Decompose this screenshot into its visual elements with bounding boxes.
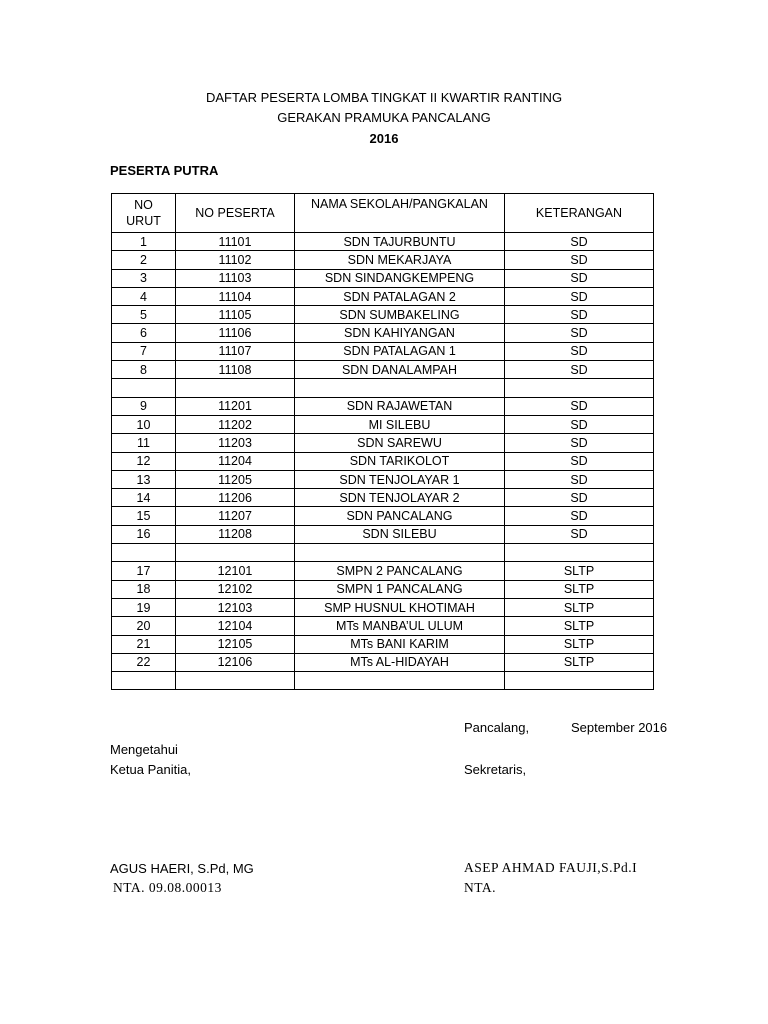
cell-no-urut: 17 (112, 562, 176, 580)
cell-no-peserta: 12104 (176, 617, 295, 635)
cell-no-urut: 8 (112, 361, 176, 379)
cell-nama-sekolah: SDN TENJOLAYAR 1 (295, 470, 505, 488)
cell-nama-sekolah: SDN RAJAWETAN (295, 397, 505, 415)
cell-no-urut: 18 (112, 580, 176, 598)
cell-keterangan: SLTP (505, 562, 654, 580)
cell-nama-sekolah: SDN SAREWU (295, 434, 505, 452)
cell-no-urut (112, 544, 176, 562)
header-no-urut-line2: URUT (126, 214, 161, 228)
cell-no-peserta: 11107 (176, 342, 295, 360)
table-header-row (112, 194, 654, 233)
header-no-urut (112, 194, 176, 233)
cell-no-urut: 22 (112, 653, 176, 671)
table-row (112, 617, 654, 635)
cell-no-urut: 19 (112, 598, 176, 616)
cell-no-peserta: 11102 (176, 251, 295, 269)
document-year: 2016 (369, 131, 399, 146)
cell-no-peserta: 12105 (176, 635, 295, 653)
table-row (112, 598, 654, 616)
table-row (112, 415, 654, 433)
cell-keterangan: SD (505, 361, 654, 379)
cell-keterangan: SD (505, 342, 654, 360)
cell-nama-sekolah: SDN TARIKOLOT (295, 452, 505, 470)
cell-no-peserta: 11201 (176, 397, 295, 415)
cell-no-urut (112, 379, 176, 397)
cell-nama-sekolah: SDN MEKARJAYA (295, 251, 505, 269)
cell-keterangan: SLTP (505, 653, 654, 671)
cell-keterangan: SD (505, 306, 654, 324)
cell-keterangan: SD (505, 397, 654, 415)
cell-no-urut: 14 (112, 489, 176, 507)
cell-no-peserta: 11208 (176, 525, 295, 543)
cell-no-urut: 4 (112, 287, 176, 305)
cell-no-peserta (176, 672, 295, 690)
cell-no-peserta: 11103 (176, 269, 295, 287)
cell-no-urut: 1 (112, 233, 176, 251)
table-body (112, 233, 654, 690)
cell-no-peserta: 12103 (176, 598, 295, 616)
cell-keterangan: SLTP (505, 635, 654, 653)
cell-nama-sekolah: MI SILEBU (295, 415, 505, 433)
cell-keterangan: SD (505, 233, 654, 251)
cell-nama-sekolah: SMPN 2 PANCALANG (295, 562, 505, 580)
cell-nama-sekolah: SDN TAJURBUNTU (295, 233, 505, 251)
table-row (112, 562, 654, 580)
cell-nama-sekolah: SDN SINDANGKEMPENG (295, 269, 505, 287)
cell-no-urut: 10 (112, 415, 176, 433)
cell-keterangan: SD (505, 415, 654, 433)
cell-no-urut: 3 (112, 269, 176, 287)
cell-no-peserta: 11104 (176, 287, 295, 305)
cell-no-peserta: 11206 (176, 489, 295, 507)
table-row (112, 269, 654, 287)
cell-no-urut: 12 (112, 452, 176, 470)
cell-nama-sekolah (295, 672, 505, 690)
cell-no-peserta: 11106 (176, 324, 295, 342)
table-row (112, 452, 654, 470)
table-row (112, 397, 654, 415)
cell-keterangan (505, 672, 654, 690)
cell-keterangan: SD (505, 324, 654, 342)
cell-nama-sekolah: SDN KAHIYANGAN (295, 324, 505, 342)
cell-no-peserta: 11105 (176, 306, 295, 324)
section-title: PESERTA PUTRA (110, 163, 219, 178)
table-row (112, 470, 654, 488)
cell-nama-sekolah: SDN TENJOLAYAR 2 (295, 489, 505, 507)
cell-nama-sekolah: MTs AL-HIDAYAH (295, 653, 505, 671)
date-label: September 2016 (571, 720, 668, 735)
cell-nama-sekolah (295, 379, 505, 397)
document-title: DAFTAR PESERTA LOMBA TINGKAT II KWARTIR RANTING (205, 90, 563, 105)
cell-keterangan: SD (505, 507, 654, 525)
cell-no-peserta: 12102 (176, 580, 295, 598)
cell-no-peserta (176, 379, 295, 397)
table-row (112, 672, 654, 690)
ketua-title: Ketua Panitia, (110, 762, 191, 777)
cell-nama-sekolah: MTs MANBA’UL ULUM (295, 617, 505, 635)
cell-no-urut: 7 (112, 342, 176, 360)
document-subtitle: GERAKAN PRAMUKA PANCALANG (277, 110, 491, 125)
cell-nama-sekolah: SMP HUSNUL KHOTIMAH (295, 598, 505, 616)
cell-nama-sekolah: SDN DANALAMPAH (295, 361, 505, 379)
cell-nama-sekolah: SMPN 1 PANCALANG (295, 580, 505, 598)
cell-no-peserta: 11108 (176, 361, 295, 379)
cell-no-urut: 13 (112, 470, 176, 488)
header-no-peserta: NO PESERTA (176, 194, 295, 233)
cell-no-urut: 11 (112, 434, 176, 452)
mengetahui-label: Mengetahui (110, 742, 178, 757)
table-row (112, 361, 654, 379)
cell-no-urut: 15 (112, 507, 176, 525)
table-row (112, 233, 654, 251)
cell-no-urut: 6 (112, 324, 176, 342)
cell-nama-sekolah: SDN PATALAGAN 1 (295, 342, 505, 360)
table-row (112, 287, 654, 305)
sekretaris-name: ASEP AHMAD FAUJI,S.Pd.I (464, 860, 638, 875)
header-keterangan: KETERANGAN (505, 194, 654, 233)
header-nama-sekolah: NAMA SEKOLAH/PANGKALAN (295, 194, 505, 233)
cell-keterangan (505, 544, 654, 562)
cell-no-peserta (176, 544, 295, 562)
table-row (112, 525, 654, 543)
cell-no-peserta: 12101 (176, 562, 295, 580)
cell-keterangan: SLTP (505, 617, 654, 635)
table-row (112, 342, 654, 360)
table-row (112, 635, 654, 653)
cell-no-peserta: 11202 (176, 415, 295, 433)
cell-nama-sekolah: SDN PANCALANG (295, 507, 505, 525)
cell-no-urut: 2 (112, 251, 176, 269)
participant-table (111, 193, 654, 690)
cell-no-peserta: 11205 (176, 470, 295, 488)
table-row (112, 324, 654, 342)
ketua-nta: NTA. 09.08.00013 (113, 880, 222, 895)
table-row (112, 580, 654, 598)
cell-no-urut: 5 (112, 306, 176, 324)
cell-no-peserta: 11203 (176, 434, 295, 452)
sekretaris-title: Sekretaris, (464, 762, 527, 777)
cell-no-urut: 21 (112, 635, 176, 653)
header-no-urut-line1: NO (134, 198, 153, 212)
cell-nama-sekolah: MTs BANI KARIM (295, 635, 505, 653)
cell-keterangan: SD (505, 251, 654, 269)
cell-nama-sekolah (295, 544, 505, 562)
cell-keterangan (505, 379, 654, 397)
cell-keterangan: SD (505, 452, 654, 470)
table-row (112, 489, 654, 507)
ketua-name: AGUS HAERI, S.Pd, MG (110, 861, 254, 876)
cell-no-urut: 16 (112, 525, 176, 543)
place-label: Pancalang, (464, 720, 530, 735)
table-row (112, 379, 654, 397)
table-row (112, 251, 654, 269)
table-row (112, 653, 654, 671)
table-row (112, 544, 654, 562)
cell-nama-sekolah: SDN SILEBU (295, 525, 505, 543)
cell-no-urut: 20 (112, 617, 176, 635)
cell-no-peserta: 11207 (176, 507, 295, 525)
table-row (112, 507, 654, 525)
cell-no-urut (112, 672, 176, 690)
cell-nama-sekolah: SDN PATALAGAN 2 (295, 287, 505, 305)
cell-keterangan: SD (505, 269, 654, 287)
sekretaris-nta: NTA. (464, 880, 497, 895)
cell-no-peserta: 11101 (176, 233, 295, 251)
table-row (112, 434, 654, 452)
cell-keterangan: SD (505, 525, 654, 543)
cell-keterangan: SD (505, 287, 654, 305)
cell-keterangan: SD (505, 470, 654, 488)
cell-no-urut: 9 (112, 397, 176, 415)
cell-keterangan: SLTP (505, 598, 654, 616)
cell-nama-sekolah: SDN SUMBAKELING (295, 306, 505, 324)
cell-no-peserta: 11204 (176, 452, 295, 470)
cell-no-peserta: 12106 (176, 653, 295, 671)
cell-keterangan: SD (505, 489, 654, 507)
cell-keterangan: SD (505, 434, 654, 452)
cell-keterangan: SLTP (505, 580, 654, 598)
table-row (112, 306, 654, 324)
